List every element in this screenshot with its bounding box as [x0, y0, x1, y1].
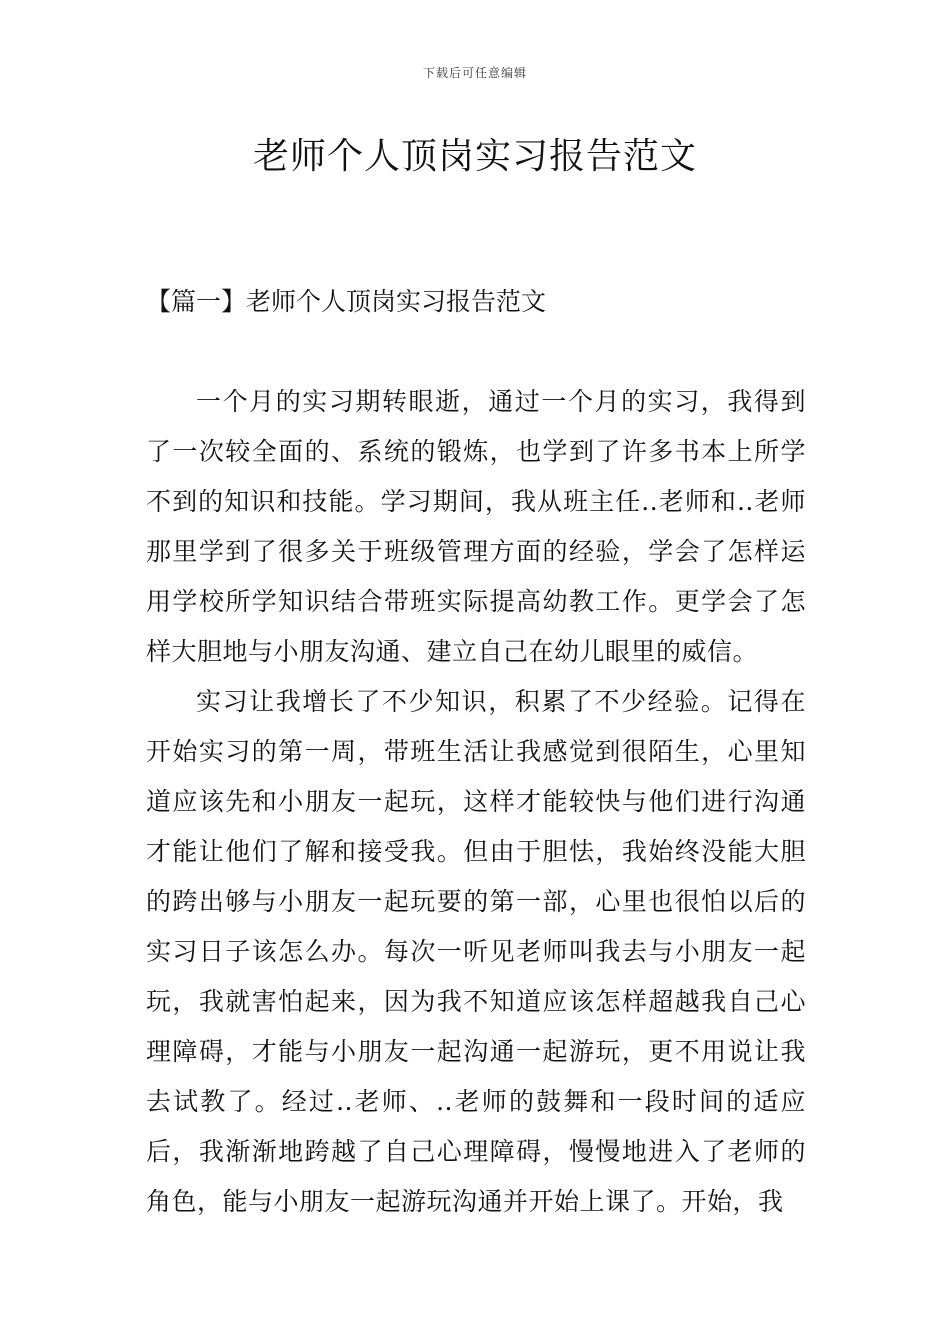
header-note: 下载后可任意编辑	[422, 66, 527, 80]
body-text	[146, 377, 806, 1227]
paragraph: 实习让我增长了不少知识，积累了不少经验。记得在开始实习的第一周，带班生活让我感觉到很陌生，心里知道应该先和小朋友一起玩，这样才能较快与他们进行沟通才能让他们了解和接受我。但由于胆怯，我始终没能大胆的跨出够与小朋友一起玩要的第一部，心里也很怕以后的实习日子该怎么办。每次一听见老师叫我去与小朋友一起玩，我就害怕起来，因为我不知道应该怎样超越我自己心理障碍，才能与小朋友一起沟通一起游玩，更不用说让我去试教了。经过..老师、..老师的鼓舞和一段时间的适应后，我渐渐地跨越了自己心理障碍，慢慢地进入了老师的角色，能与小朋友一起游玩沟通并开始上课了。开始，我	[146, 687, 806, 1216]
document-title: 老师个人顶岗实习报告范文	[252, 136, 697, 177]
section-heading: 【篇一】老师个人顶岗实习报告范文	[146, 287, 547, 316]
paragraph: 一个月的实习期转眼逝，通过一个月的实习，我得到了一次较全面的、系统的锻炼，也学到了许多书本上所学不到的知识和技能。学习期间，我从班主任..老师和..老师那里学到了很多关于班级管理方面的经验，学会了怎样运用学校所学知识结合带班实际提高幼教工作。更学会了怎样大胆地与小朋友沟通、建立自己在幼儿眼里的威信。	[146, 387, 806, 666]
